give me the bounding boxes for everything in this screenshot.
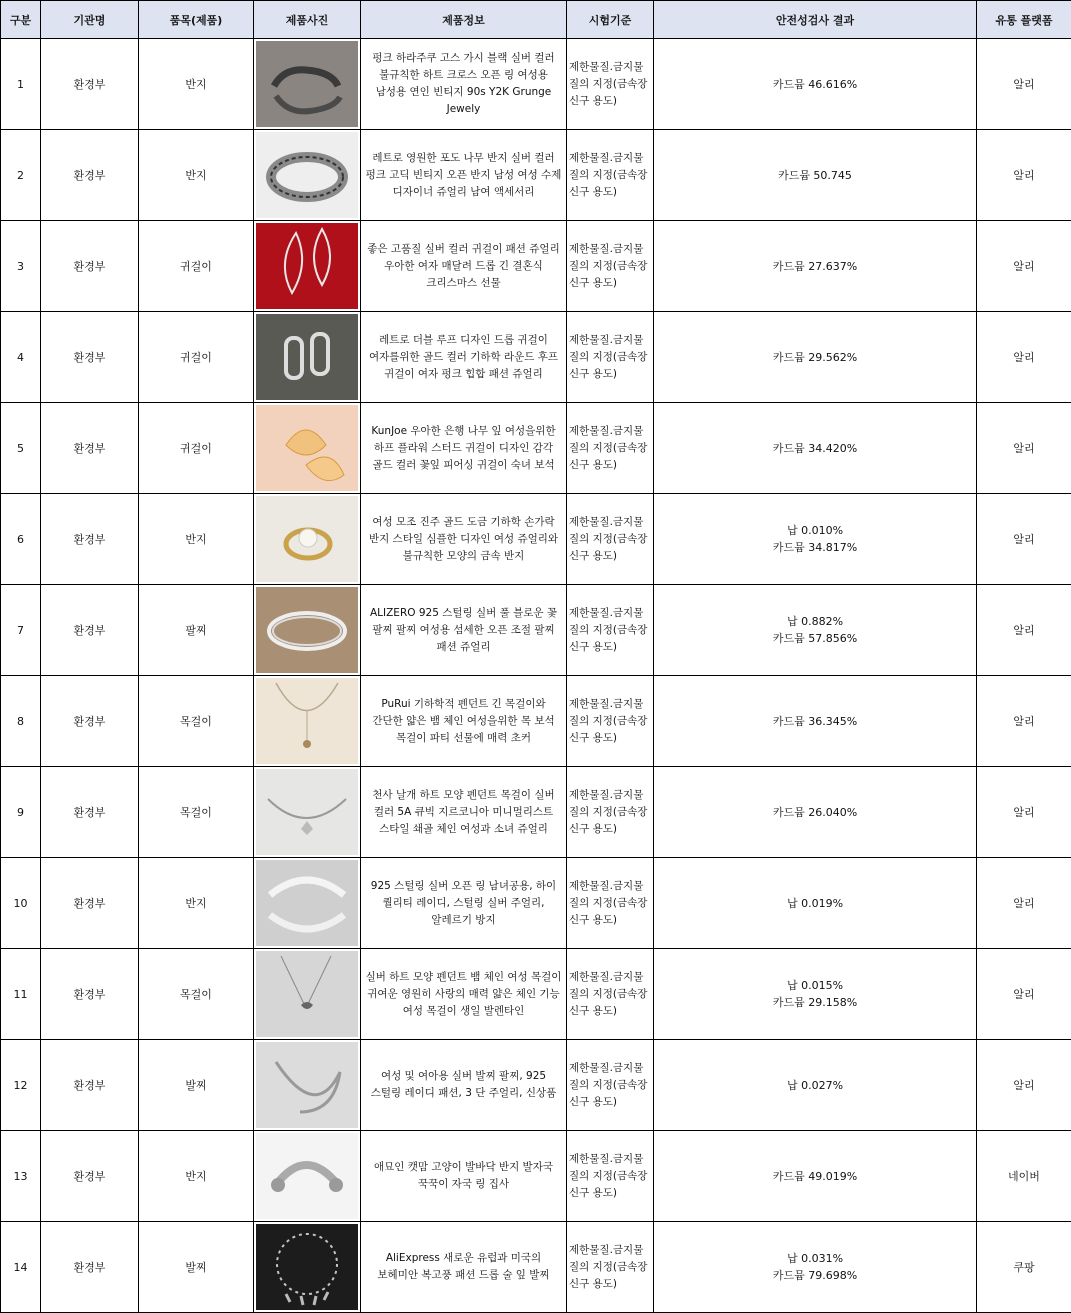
product-photo xyxy=(254,403,361,494)
test-result xyxy=(654,130,977,221)
test-result xyxy=(654,1040,977,1131)
result-value: 카드뮴 27.637% xyxy=(654,258,976,275)
product-info: 여성 및 여아용 실버 발찌 팔찌, 925 스털링 레이디 패션, 3 단 주얼리, 신상품 xyxy=(361,1040,567,1131)
silver-bangle-icon xyxy=(256,587,358,673)
header-standard: 시험기준 xyxy=(567,1,654,39)
product-photo xyxy=(254,767,361,858)
product-info: KunJoe 우아한 은행 나무 잎 여성을위한 하프 플라워 스터드 귀걸이 디자인 감각 골드 컬러 꽃잎 피어싱 귀걸이 숙녀 보석 xyxy=(361,403,567,494)
result-value: 카드뮴 50.745 xyxy=(654,167,976,184)
org-name: 환경부 xyxy=(41,858,139,949)
org-name: 환경부 xyxy=(41,221,139,312)
twisted-silver-ring-icon xyxy=(256,41,358,127)
item-type: 발찌 xyxy=(139,1222,254,1313)
header-row xyxy=(1,1,1071,39)
product-info: 925 스털링 실버 오픈 링 남녀공용, 하이 퀄리티 레이디, 스털링 실버 주얼리, 알레르기 방지 xyxy=(361,858,567,949)
silver-anklet-icon xyxy=(256,1042,358,1128)
row-number: 7 xyxy=(1,585,41,676)
result-value: 카드뮴 29.562% xyxy=(654,349,976,366)
org-name: 환경부 xyxy=(41,494,139,585)
row-number: 10 xyxy=(1,858,41,949)
test-standard: 제한물질.금지물질의 지정(금속장신구 용도) xyxy=(567,1131,654,1222)
row-number: 2 xyxy=(1,130,41,221)
header-result: 안전성검사 결과 xyxy=(654,1,977,39)
row-number: 14 xyxy=(1,1222,41,1313)
product-info: AliExpress 새로운 유럽과 미국의 보헤미안 복고풍 패션 드롭 술 잎 발찌 xyxy=(361,1222,567,1313)
test-result xyxy=(654,949,977,1040)
product-photo xyxy=(254,39,361,130)
result-value: 카드뮴 36.345% xyxy=(654,713,976,730)
table-row xyxy=(1,1040,1071,1131)
product-photo xyxy=(254,130,361,221)
product-info: 좋은 고품질 실버 컬러 귀걸이 패션 쥬얼리 우아한 여자 매달려 드롭 긴 결혼식 크리스마스 선물 xyxy=(361,221,567,312)
product-info: 펑크 하라주쿠 고스 가시 블랙 실버 컬러 불규칙한 하트 크로스 오픈 링 여성용 남성용 연인 빈티지 90s Y2K Grunge Jewely xyxy=(361,39,567,130)
test-standard: 제한물질.금지물질의 지정(금속장신구 용도) xyxy=(567,403,654,494)
item-type: 목걸이 xyxy=(139,676,254,767)
item-type: 귀걸이 xyxy=(139,403,254,494)
org-name: 환경부 xyxy=(41,403,139,494)
product-info: 애묘인 캣맘 고양이 발바닥 반지 발자국 꾹꾹이 자국 링 집사 xyxy=(361,1131,567,1222)
item-type: 발찌 xyxy=(139,1040,254,1131)
org-name: 환경부 xyxy=(41,676,139,767)
result-value: 카드뮴 46.616% xyxy=(654,76,976,93)
platform: 알리 xyxy=(977,858,1071,949)
result-value: 카드뮴 57.856% xyxy=(654,630,976,647)
test-standard: 제한물질.금지물질의 지정(금속장신구 용도) xyxy=(567,676,654,767)
result-value: 카드뮴 49.019% xyxy=(654,1168,976,1185)
product-info: PuRui 기하학적 펜던트 긴 목걸이와 간단한 얇은 뱀 체인 여성을위한 목 보석 목걸이 파티 선물에 매력 초커 xyxy=(361,676,567,767)
pearl-gold-ring-icon xyxy=(256,496,358,582)
item-type: 팔찌 xyxy=(139,585,254,676)
product-photo xyxy=(254,1222,361,1313)
org-name: 환경부 xyxy=(41,767,139,858)
platform: 알리 xyxy=(977,949,1071,1040)
product-photo xyxy=(254,1040,361,1131)
test-standard: 제한물질.금지물질의 지정(금속장신구 용도) xyxy=(567,767,654,858)
table-row xyxy=(1,130,1071,221)
test-result xyxy=(654,312,977,403)
org-name: 환경부 xyxy=(41,949,139,1040)
org-name: 환경부 xyxy=(41,39,139,130)
platform: 알리 xyxy=(977,403,1071,494)
result-value: 납 0.015% xyxy=(654,977,976,994)
table-row xyxy=(1,858,1071,949)
header-info: 제품정보 xyxy=(361,1,567,39)
item-type: 귀걸이 xyxy=(139,221,254,312)
product-photo xyxy=(254,858,361,949)
result-value: 카드뮴 34.420% xyxy=(654,440,976,457)
test-standard: 제한물질.금지물질의 지정(금속장신구 용도) xyxy=(567,585,654,676)
row-number: 6 xyxy=(1,494,41,585)
item-type: 반지 xyxy=(139,494,254,585)
product-photo xyxy=(254,494,361,585)
ginkgo-leaf-earring-icon xyxy=(256,405,358,491)
test-standard: 제한물질.금지물질의 지정(금속장신구 용도) xyxy=(567,1222,654,1313)
result-value: 카드뮴 79.698% xyxy=(654,1267,976,1284)
product-photo xyxy=(254,221,361,312)
row-number: 12 xyxy=(1,1040,41,1131)
test-result xyxy=(654,858,977,949)
test-result xyxy=(654,676,977,767)
org-name: 환경부 xyxy=(41,1040,139,1131)
vine-silver-ring-icon xyxy=(256,132,358,218)
row-number: 5 xyxy=(1,403,41,494)
result-value: 카드뮴 26.040% xyxy=(654,804,976,821)
org-name: 환경부 xyxy=(41,1222,139,1313)
header-platform: 유통 플랫폼 xyxy=(977,1,1071,39)
product-info: 천사 날개 하트 모양 펜던트 목걸이 실버 컬러 5A 큐빅 지르코니아 미니멀리스트 스타일 쇄골 체인 여성과 소녀 쥬얼리 xyxy=(361,767,567,858)
item-type: 반지 xyxy=(139,130,254,221)
header-photo: 제품사진 xyxy=(254,1,361,39)
platform: 알리 xyxy=(977,767,1071,858)
item-type: 반지 xyxy=(139,1131,254,1222)
platform: 알리 xyxy=(977,130,1071,221)
pendant-necklace-icon xyxy=(256,678,358,764)
org-name: 환경부 xyxy=(41,312,139,403)
row-number: 4 xyxy=(1,312,41,403)
product-photo xyxy=(254,1131,361,1222)
test-standard: 제한물질.금지물질의 지정(금속장신구 용도) xyxy=(567,221,654,312)
result-value: 납 0.010% xyxy=(654,522,976,539)
platform: 알리 xyxy=(977,676,1071,767)
platform: 네이버 xyxy=(977,1131,1071,1222)
test-standard: 제한물질.금지물질의 지정(금속장신구 용도) xyxy=(567,858,654,949)
platform: 알리 xyxy=(977,585,1071,676)
table-row xyxy=(1,39,1071,130)
product-info: 실버 하트 모양 펜던트 뱀 체인 여성 목걸이 귀여운 영원히 사랑의 매력 얇은 체인 기능 여성 목걸이 생일 발렌타인 xyxy=(361,949,567,1040)
table-row xyxy=(1,767,1071,858)
product-info: 여성 모조 진주 골드 도금 기하학 손가락 반지 스타일 심플한 디자인 여성 쥬얼리와 불규칙한 모양의 금속 반지 xyxy=(361,494,567,585)
test-result xyxy=(654,585,977,676)
header-item: 품목(제품) xyxy=(139,1,254,39)
platform: 알리 xyxy=(977,312,1071,403)
heart-pendant-necklace-icon xyxy=(256,951,358,1037)
wing-heart-necklace-icon xyxy=(256,769,358,855)
table-row xyxy=(1,949,1071,1040)
test-standard: 제한물질.금지물질의 지정(금속장신구 용도) xyxy=(567,130,654,221)
test-result xyxy=(654,1222,977,1313)
test-standard: 제한물질.금지물질의 지정(금속장신구 용도) xyxy=(567,949,654,1040)
platform: 알리 xyxy=(977,39,1071,130)
platform: 쿠팡 xyxy=(977,1222,1071,1313)
result-value: 카드뮴 29.158% xyxy=(654,994,976,1011)
table-row xyxy=(1,585,1071,676)
cat-paw-ring-icon xyxy=(256,1133,358,1219)
product-photo xyxy=(254,949,361,1040)
test-result xyxy=(654,403,977,494)
org-name: 환경부 xyxy=(41,1131,139,1222)
product-info: ALIZERO 925 스털링 실버 풀 블로운 꽃 팔찌 팔찌 여성용 섬세한 오픈 조절 팔찌 패션 쥬얼리 xyxy=(361,585,567,676)
row-number: 8 xyxy=(1,676,41,767)
row-number: 13 xyxy=(1,1131,41,1222)
test-result xyxy=(654,39,977,130)
platform: 알리 xyxy=(977,1040,1071,1131)
test-standard: 제한물질.금지물질의 지정(금속장신구 용도) xyxy=(567,312,654,403)
item-type: 반지 xyxy=(139,858,254,949)
row-number: 3 xyxy=(1,221,41,312)
table-row xyxy=(1,1222,1071,1313)
item-type: 목걸이 xyxy=(139,949,254,1040)
loop-earring-icon xyxy=(256,314,358,400)
row-number: 9 xyxy=(1,767,41,858)
table-row xyxy=(1,676,1071,767)
open-silver-ring-icon xyxy=(256,860,358,946)
table-body xyxy=(1,39,1071,1313)
org-name: 환경부 xyxy=(41,585,139,676)
table-row xyxy=(1,221,1071,312)
item-type: 귀걸이 xyxy=(139,312,254,403)
product-info: 레트로 더블 루프 디자인 드롭 귀걸이 여자를위한 골드 컬러 기하학 라운드 후프 귀걸이 여자 펑크 힙합 패션 쥬얼리 xyxy=(361,312,567,403)
result-value: 납 0.027% xyxy=(654,1077,976,1094)
test-standard: 제한물질.금지물질의 지정(금속장신구 용도) xyxy=(567,39,654,130)
test-standard: 제한물질.금지물질의 지정(금속장신구 용도) xyxy=(567,494,654,585)
product-photo xyxy=(254,585,361,676)
header-org: 기관명 xyxy=(41,1,139,39)
table-row xyxy=(1,403,1071,494)
test-result xyxy=(654,1131,977,1222)
item-type: 목걸이 xyxy=(139,767,254,858)
test-standard: 제한물질.금지물질의 지정(금속장신구 용도) xyxy=(567,1040,654,1131)
result-value: 납 0.031% xyxy=(654,1250,976,1267)
leaf-drop-earring-icon xyxy=(256,223,358,309)
test-result xyxy=(654,494,977,585)
org-name: 환경부 xyxy=(41,130,139,221)
boho-leaf-anklet-icon xyxy=(256,1224,358,1310)
test-result xyxy=(654,221,977,312)
table-row xyxy=(1,312,1071,403)
result-value: 납 0.882% xyxy=(654,613,976,630)
table-row xyxy=(1,1131,1071,1222)
row-number: 11 xyxy=(1,949,41,1040)
result-value: 카드뮴 34.817% xyxy=(654,539,976,556)
table-row xyxy=(1,494,1071,585)
header-no: 구분 xyxy=(1,1,41,39)
result-value: 납 0.019% xyxy=(654,895,976,912)
platform: 알리 xyxy=(977,494,1071,585)
product-photo xyxy=(254,312,361,403)
row-number: 1 xyxy=(1,39,41,130)
product-info: 레트로 영원한 포도 나무 반지 실버 컬러 펑크 고딕 빈티지 오픈 반지 남성 여성 수제 디자이너 쥬얼리 남여 액세서리 xyxy=(361,130,567,221)
platform: 알리 xyxy=(977,221,1071,312)
item-type: 반지 xyxy=(139,39,254,130)
product-photo xyxy=(254,676,361,767)
test-result xyxy=(654,767,977,858)
